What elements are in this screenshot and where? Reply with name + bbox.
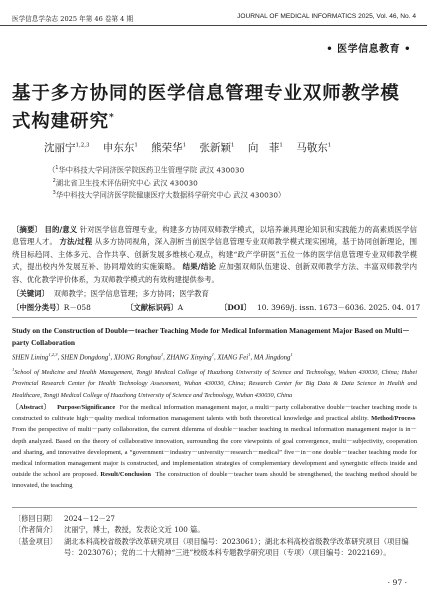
en-purpose-label: Purpose/Significance bbox=[57, 404, 116, 411]
header-rule bbox=[0, 25, 427, 26]
affiliation-line: $^2$湖北省卫生技术评估研究中心 武汉 430030 bbox=[52, 177, 198, 188]
author-name: 张新颖 bbox=[199, 142, 232, 154]
result-text: 应加强双师队伍建设、创新双师教学方法、丰富双师教学内容、优化教学评价体系，为双师教学模式的有效构建提供参考。 bbox=[12, 262, 418, 284]
section-label: • 医学信息教育 • bbox=[326, 44, 411, 55]
author-affiliation-mark: 1 bbox=[231, 142, 235, 149]
clc-value: R－058 bbox=[63, 303, 91, 312]
author-name: 马敬东 bbox=[296, 142, 328, 154]
keywords-label: 〔关键词〕 bbox=[12, 289, 49, 298]
en-abstract-label: 〔Abstract〕 bbox=[12, 404, 51, 411]
author-affiliation-mark: 1 bbox=[182, 142, 187, 149]
section-divider bbox=[12, 317, 417, 318]
author-list bbox=[44, 140, 331, 155]
affiliation-line: $^3$华中科技大学同济医学院健康医疗大数据科学研究中心 武汉 430030） bbox=[52, 190, 286, 200]
page-number: · 97 · bbox=[387, 578, 407, 587]
english-affiliations: $^1$School of Medicine and Health Management, Tongji Medical College of Huazhong University of Science and Technology, Wuhan 430030, China; Hubei Provincial Research Center for Health Technology Assessment, Wuhan 430030, China; Research Center for Big Data & Data Science in Health and Healthcare, Tongji Medical College of Huazhong University of Science and Technology, Wuhan 430030, China bbox=[12, 367, 417, 399]
affiliation-list bbox=[48, 163, 285, 201]
affiliation-line: （$^1$华中科技大学同济医学院医药卫生管理学院 武汉 430030 bbox=[48, 165, 245, 175]
doc-code bbox=[126, 302, 183, 313]
author-name: 申东东 bbox=[102, 142, 135, 154]
classification-line bbox=[12, 302, 421, 313]
doc-code-value: A bbox=[177, 303, 184, 312]
abstract-label: 〔摘要〕 bbox=[12, 225, 42, 234]
author-name: 熊荣华 bbox=[151, 142, 183, 154]
author-affiliation-mark: 1 bbox=[327, 142, 332, 149]
en-method-text: From the perspective of multi－party collaboration, the current dilemma of double－teacher teaching in medical information management major is in－depth analyzed. Based on the theory of collaborative innovation, surrounding the core viewpoints of goal convergence, multi－subjectivity, cooperation and sharing, and innovative development, a “government－industry－university－research－medical” five－in－one double－teacher teaching mode for medical information management major is constructed, and implementation strategies of complementary development and synergistic effects inside and outside the school are proposed. bbox=[12, 426, 417, 479]
journal-name-en: JOURNAL OF MEDICAL INFORMATICS 2025, Vol. 46, No. 4 bbox=[237, 13, 416, 20]
footnote-divider bbox=[12, 507, 417, 508]
method-text: 从多方协同视角，深入剖析当前医学信息管理专业双师教学模式现实困境，基于协同创新理论，围绕目标趋同、主体多元、合作共享、创新发展多维核心观点，构建“政产学研医”五位一体的医学信息管理专业双师教学模式，提出校内外发展互补、协同增效的实施策略。 bbox=[12, 237, 417, 272]
paper-title-text: 基于多方协同的医学信息管理专业双师教学模式构建研究 bbox=[12, 83, 400, 133]
author-name: 沈丽宁 bbox=[44, 142, 76, 154]
author-name: 向 菲 bbox=[247, 142, 280, 154]
keywords bbox=[12, 288, 209, 299]
keywords-text: 双师教学；医学信息管理；多方协同；医学教育 bbox=[53, 289, 209, 298]
result-label: 结果/结论 bbox=[182, 262, 217, 272]
en-result-label: Result/Conclusion bbox=[100, 471, 151, 479]
journal-name-cn: 医学信息学杂志 2025 年第 46 卷第 4 期 bbox=[12, 15, 134, 23]
fund-info: 〔基金项目〕 湖北本科高校省级教学改革研究项目（项目编号：2023061）；湖北本科高校省级教学改革研究项目（项目编 bbox=[14, 536, 409, 546]
purpose-label: 目的/意义 bbox=[44, 225, 78, 234]
en-purpose-text: For the medical information management major, a multi－party collaborative double－teacher teaching mode is constructed to cultivate high－quality medical information management talents with both theoretical knowledge and practical ability. bbox=[12, 404, 418, 423]
doc-code-label: 〔文献标识码〕 bbox=[126, 303, 178, 312]
fund-info-cont: 号：2023076）；党的二十大精神“三进”校级本科专题教学研究项目（专项）（项目编号：2022169）。 bbox=[64, 547, 391, 557]
method-label: 方法/过程 bbox=[59, 237, 93, 247]
footnotes bbox=[14, 513, 414, 558]
purpose-text: 针对医学信息管理专业，构建多方协同双师教学模式，以培养兼具理论知识和实践能力的高素质医学信息管理人才。 bbox=[12, 225, 417, 247]
author-affiliation-mark: 1 bbox=[279, 142, 283, 149]
author-affiliation-mark: 1,2,3 bbox=[75, 142, 90, 149]
doi-label: 〔DOI〕 bbox=[220, 303, 252, 312]
title-footnote-mark: * bbox=[108, 113, 115, 123]
running-header bbox=[0, 3, 427, 29]
english-title: Study on the Construction of Double－teacher Teaching Mode for Medical Information Management Major Based on Multi－party Collaboration bbox=[12, 326, 410, 347]
english-abstract bbox=[12, 402, 417, 492]
chinese-abstract bbox=[12, 224, 417, 286]
en-method-label: Method/Process bbox=[371, 415, 416, 423]
en-result-text: The construction of double－teacher team should be strengthened, the teaching method should be innovated, the teaching bbox=[12, 471, 418, 490]
paper-title bbox=[12, 82, 412, 134]
clc-label: 〔中图分类号〕 bbox=[12, 303, 64, 312]
doi-value: 10. 3969/j. issn. 1673－6036. 2025. 04. 017 bbox=[257, 303, 421, 312]
author-affiliation-mark: 1 bbox=[134, 142, 138, 149]
english-authors: SHEN Lining$^{1,2,3}$, SHEN Dongdong$^1$, XIONG Ronghua$^1$, ZHANG Xinying$^1$, XIANG Fei$^1$, MA Jingdong$^1$ bbox=[12, 352, 293, 362]
received-date: 〔修回日期〕 2024－12－27 bbox=[14, 514, 115, 523]
author-bio: 〔作者简介〕 沈丽宁，博士，教授，发表论文近 100 篇。 bbox=[14, 525, 205, 535]
